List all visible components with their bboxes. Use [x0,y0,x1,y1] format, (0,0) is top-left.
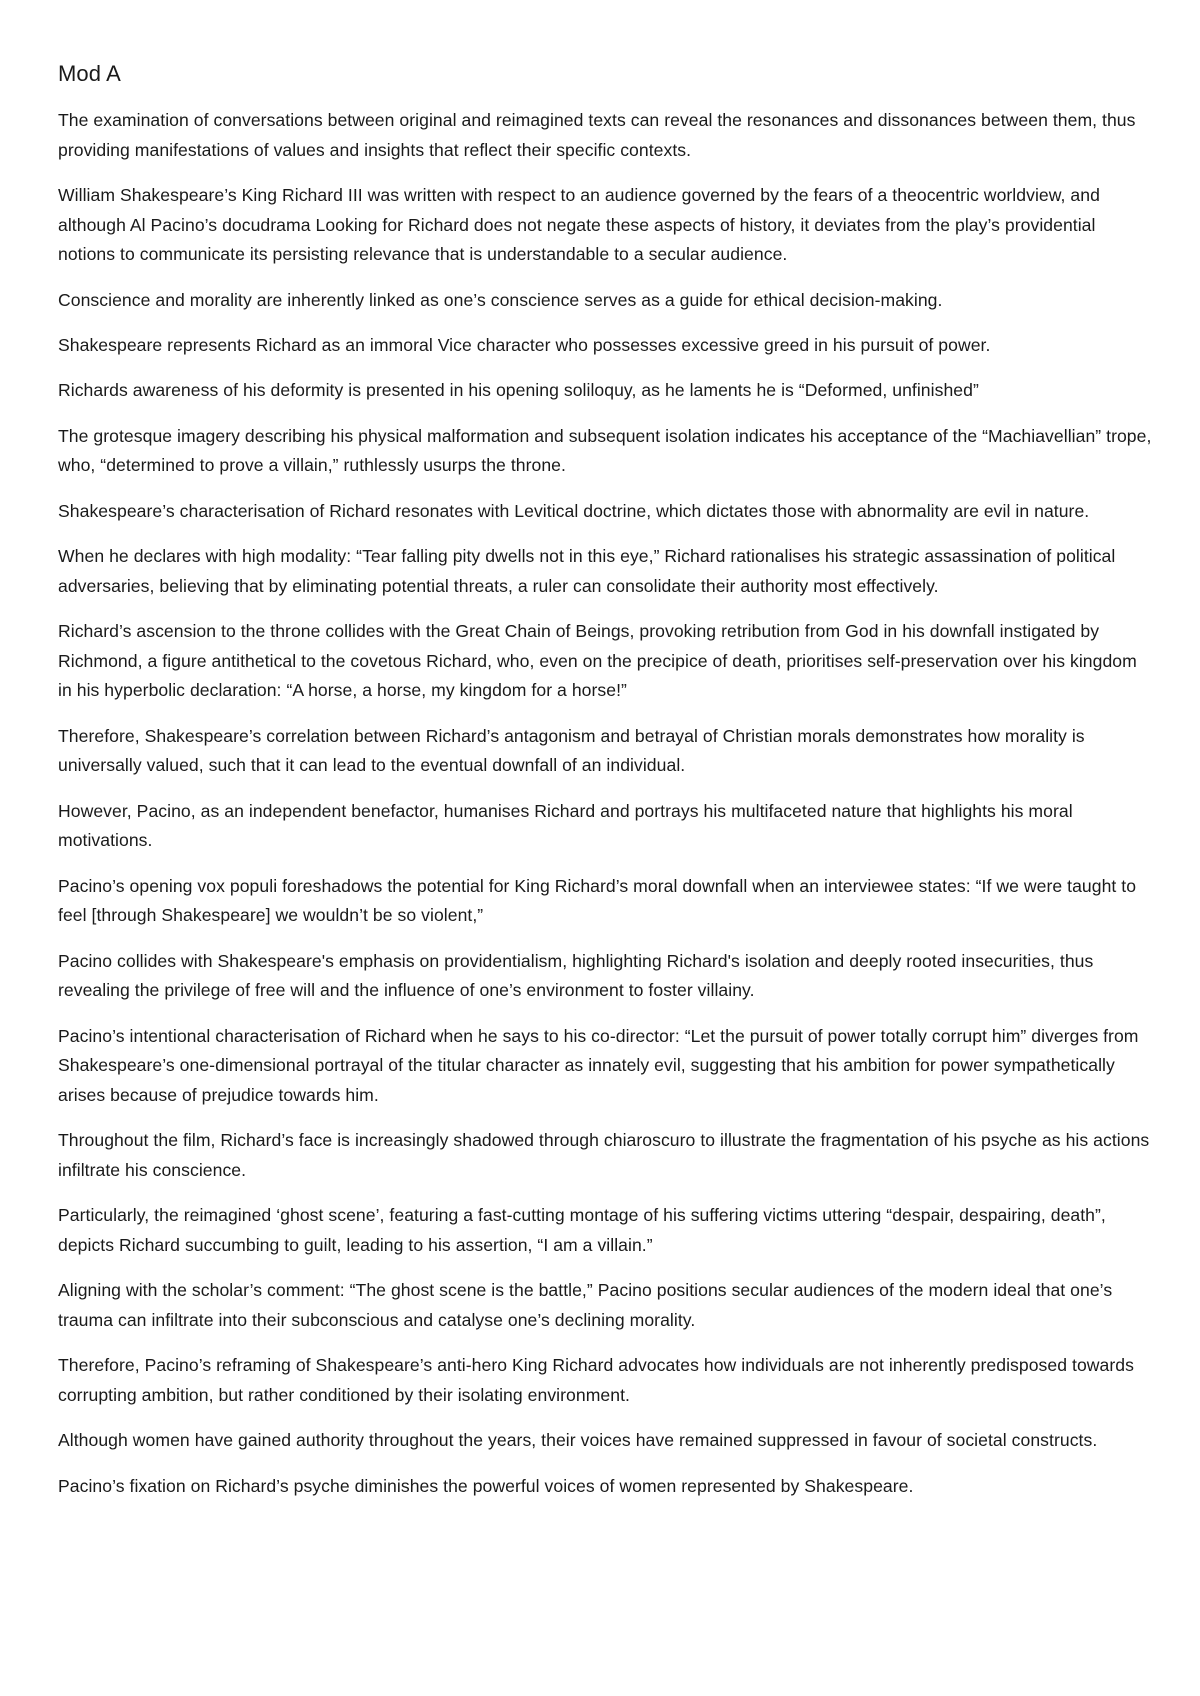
paragraph: Richards awareness of his deformity is presented in his opening soliloquy, as he laments he is “Deformed, unfinished” [58,380,979,401]
paragraph: Pacino’s intentional characterisation of Richard when he says to his co-director: “Let the pursuit of power totally corrupt him” diverges from Shakespeare’s one-dimensional portrayal of the titular character as innately evil, suggesting that his ambition for power sympathetically arises because of prejudice towards him. [58,1025,1139,1105]
paragraph: Conscience and morality are inherently linked as one’s conscience serves as a guide for ethical decision-making. [58,289,943,310]
paragraph: The examination of conversations between original and reimagined texts can reveal the resonances and dissonances between them, thus providing manifestations of values and insights that reflect their specific contexts. [58,110,1136,160]
paragraph: Pacino’s opening vox populi foreshadows the potential for King Richard’s moral downfall when an interviewee states: “If we were taught to feel [through Shakespeare] we wouldn’t be so violent,” [58,875,1137,926]
document-title: Mod A [58,61,121,86]
paragraph: When he declares with high modality: “Tear falling pity dwells not in this eye,” Richard rationalises his strategic assassination of political adversaries, believing that by eliminating potential threats, a ruler can consolidate their authority most effectively. [58,545,1116,596]
document-body [58,106,1154,1501]
paragraph: Although women have gained authority throughout the years, their voices have remained suppressed in favour of societal constructs. [58,1430,1098,1451]
paragraph: Particularly, the reimagined ‘ghost scene’, featuring a fast-cutting montage of his suffering victims uttering “despair, despairing, death”, depicts Richard succumbing to guilt, leading to his assertion, “I am a villain.” [58,1205,1106,1255]
paragraph: Throughout the film, Richard’s face is increasingly shadowed through chiaroscuro to illustrate the fragmentation of his psyche as his actions infiltrate his conscience. [58,1130,1150,1180]
paragraph: Aligning with the scholar’s comment: “The ghost scene is the battle,” Pacino positions secular audiences of the modern ideal that one’s trauma can infiltrate into their subconscious and catalyse one’s declining morality. [58,1280,1113,1330]
paragraph: The grotesque imagery describing his physical malformation and subsequent isolation indicates his acceptance of the “Machiavellian” trope, who, “determined to prove a villain,” ruthlessly usurps the throne. [58,425,1152,476]
paragraph: Therefore, Pacino’s reframing of Shakespeare’s anti-hero King Richard advocates how individuals are not inherently predisposed towards corrupting ambition, but rather conditioned by their isolating environment. [58,1355,1134,1405]
document-page [58,55,1154,1517]
paragraph: Pacino’s fixation on Richard’s psyche diminishes the powerful voices of women represented by Shakespeare. [58,1475,914,1496]
paragraph: However, Pacino, as an independent benefactor, humanises Richard and portrays his multifaceted nature that highlights his moral motivations. [58,800,1073,851]
paragraph: Shakespeare represents Richard as an immoral Vice character who possesses excessive greed in his pursuit of power. [58,335,991,355]
paragraph: Shakespeare’s characterisation of Richard resonates with Levitical doctrine, which dictates those with abnormality are evil in nature. [58,500,1090,521]
paragraph: Pacino collides with Shakespeare's emphasis on providentialism, highlighting Richard's isolation and deeply rooted insecurities, thus revealing the privilege of free will and the influence of one’s environment to foster villainy. [58,950,1094,1001]
paragraph: William Shakespeare’s King Richard III was written with respect to an audience governed by the fears of a theocentric worldview, and although Al Pacino’s docudrama Looking for Richard does not negate these aspects of history, it deviates from the play’s providential notions to communicate its persisting relevance that is understandable to a secular audience. [58,185,1100,265]
paragraph: Therefore, Shakespeare’s correlation between Richard’s antagonism and betrayal of Christian morals demonstrates how morality is universally valued, such that it can lead to the eventual downfall of an individual. [58,725,1085,776]
paragraph: Richard’s ascension to the throne collides with the Great Chain of Beings, provoking retribution from God in his downfall instigated by Richmond, a figure antithetical to the covetous Richard, who, even on the precipice of death, prioritises self-preservation over his kingdom in his hyperbolic declaration: “A horse, a horse, my kingdom for a horse!” [58,620,1137,701]
